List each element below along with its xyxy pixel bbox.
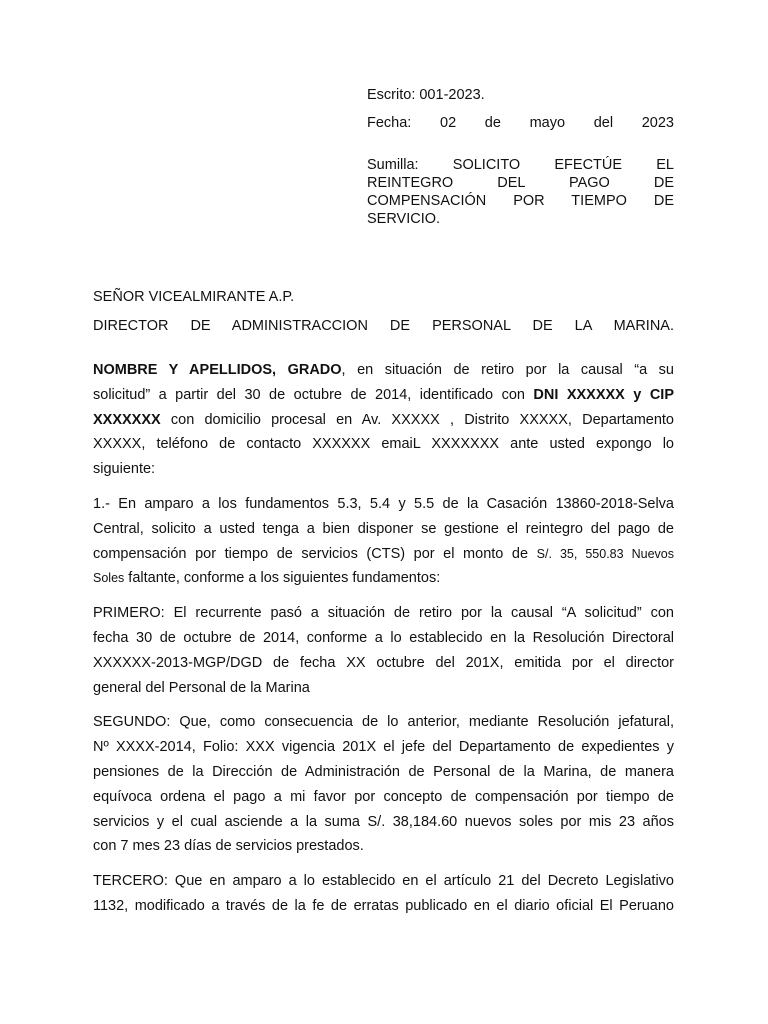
document-body <box>93 358 674 929</box>
dni-cip: DNI XXXXXX y CIP <box>533 386 674 403</box>
intro-paragraph <box>93 358 674 482</box>
escrito-number: Escrito: 001-2023. <box>367 87 485 103</box>
intro-line: siguiente: <box>93 461 156 478</box>
intro-line <box>93 383 674 408</box>
addressee-office: DIRECTOR DE ADMINISTRACCION DE PERSONAL DE LA MARINA. <box>93 318 674 334</box>
segundo-line: equívoca ordena el pago a mi favor por concepto de compensación por tiempo de <box>93 788 674 805</box>
cip-number: XXXXXXX <box>93 411 161 428</box>
document-date <box>367 114 674 132</box>
segundo-line: Nº XXXX-2014, Folio: XXX vigencia 201X el jefe del Departamento de expedientes y <box>93 739 674 756</box>
intro-text: , en situación de retiro por la causal “a su <box>341 362 674 378</box>
tercero-line: 1132, modificado a través de la fe de erratas publicado en el diario oficial El Peruano <box>93 897 674 914</box>
point-1-line <box>93 566 674 591</box>
tercero-paragraph <box>93 869 674 919</box>
segundo-paragraph <box>93 710 674 859</box>
intro-text: con domicilio procesal en Av. XXXXX , Distrito XXXXX, Departamento <box>160 411 674 428</box>
point-1-line <box>93 542 674 567</box>
document-header <box>367 86 674 228</box>
point-1-text: compensación por tiempo de servicios (CTS) por el monto de <box>93 545 537 562</box>
fecha-word: de <box>484 115 501 131</box>
sumilla-line: Sumilla: SOLICITO EFECTÚE EL <box>367 157 674 173</box>
point-1-paragraph <box>93 492 674 591</box>
amount-text: S/. 35, 550.83 Nuevos <box>536 546 674 561</box>
fecha-word: 02 <box>440 115 457 131</box>
fecha-word: mayo <box>529 115 566 131</box>
fecha-word: del <box>593 115 614 131</box>
fecha-word: Fecha: <box>367 115 412 131</box>
tercero-line: TERCERO: Que en amparo a lo establecido en el artículo 21 del Decreto Legislativo <box>93 873 674 890</box>
intro-line: XXXXX, teléfono de contacto XXXXXX emaiL XXXXXXX ante usted expongo lo <box>93 436 674 453</box>
point-1-line: 1.- En amparo a los fundamentos 5.3, 5.4 y 5.5 de la Casación 13860-2018-Selva <box>93 495 674 512</box>
point-1-line: Central, solicito a usted tenga a bien disponer se gestione el reintegro del pago de <box>93 520 674 537</box>
sumilla <box>367 156 674 228</box>
intro-line <box>93 408 674 433</box>
addressee-title: SEÑOR VICEALMIRANTE A.P. <box>93 289 295 305</box>
intro-line <box>93 358 674 383</box>
intro-text: solicitud” a partir del 30 de octubre de 2014, identificado con <box>93 386 534 403</box>
segundo-line: pensiones de la Dirección de Administración de Personal de la Marina, de manera <box>93 763 674 780</box>
sumilla-line: COMPENSACIÓN POR TIEMPO DE <box>367 193 674 209</box>
petitioner-name: NOMBRE Y APELLIDOS, GRADO <box>93 362 342 378</box>
segundo-line: con 7 mes 23 días de servicios prestados. <box>93 838 364 855</box>
primero-line: PRIMERO: El recurrente pasó a situación de retiro por la causal “A solicitud” con <box>93 605 674 622</box>
point-1-text: faltante, conforme a los siguientes fundamentos: <box>124 570 441 587</box>
segundo-line: SEGUNDO: Que, como consecuencia de lo anterior, mediante Resolución jefatural, <box>93 714 674 731</box>
primero-line: XXXXXX-2013-MGP/DGD de fecha XX octubre del 201X, emitida por el director <box>93 654 674 671</box>
segundo-line: servicios y el cual asciende a la suma S/. 38,184.60 nuevos soles por mis 23 años <box>93 813 674 830</box>
primero-line: general del Personal de la Marina <box>93 679 310 696</box>
addressee-block <box>93 288 674 335</box>
currency-text: Soles <box>93 571 125 586</box>
sumilla-line: SERVICIO. <box>367 211 441 227</box>
primero-paragraph <box>93 601 674 700</box>
primero-line: fecha 30 de octubre de 2014, conforme a lo establecido en la Resolución Directoral <box>93 629 674 646</box>
fecha-word: 2023 <box>641 115 674 131</box>
sumilla-line: REINTEGRO DEL PAGO DE <box>367 175 674 191</box>
